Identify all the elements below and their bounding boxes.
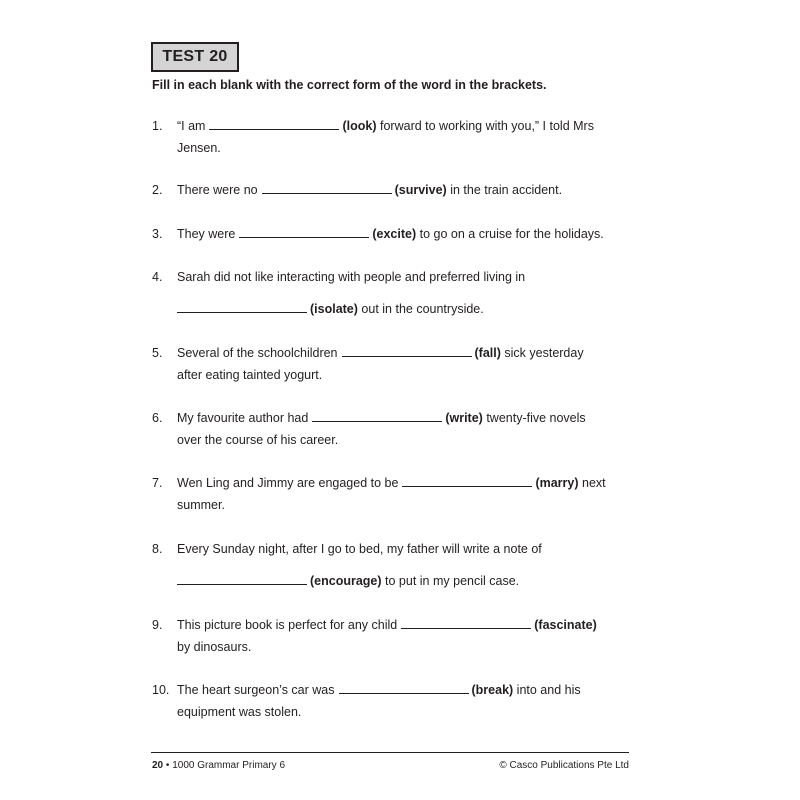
- word-hint: (look): [342, 119, 377, 133]
- question-5: [152, 342, 652, 386]
- question-text-post: next: [582, 476, 606, 490]
- book-title: 1000 Grammar Primary 6: [172, 760, 286, 771]
- question-number: 6.: [152, 411, 163, 425]
- question-8: [152, 538, 652, 592]
- answer-blank[interactable]: [177, 299, 307, 313]
- question-number: 2.: [152, 183, 163, 197]
- answer-blank[interactable]: [209, 116, 339, 130]
- question-text-pre: There were no: [177, 183, 258, 197]
- footer-book-info: [152, 760, 285, 771]
- question-9: [152, 614, 652, 658]
- question-text-continuation: after eating tainted yogurt.: [177, 368, 323, 382]
- question-text-post: sick yesterday: [504, 346, 584, 360]
- word-hint: (excite): [372, 227, 417, 241]
- question-6: [152, 407, 652, 451]
- question-text-line1: Every Sunday night, after I go to bed, my father will write a note of: [177, 542, 542, 556]
- word-hint: (write): [445, 411, 483, 425]
- question-number: 1.: [152, 119, 163, 133]
- question-line-2: [177, 570, 652, 592]
- answer-blank[interactable]: [177, 571, 307, 585]
- word-hint: (encourage): [310, 574, 382, 588]
- answer-blank[interactable]: [339, 680, 469, 694]
- question-text-pre: The heart surgeon’s car was: [177, 683, 335, 697]
- word-hint: (isolate): [310, 302, 358, 316]
- question-number: 3.: [152, 227, 163, 241]
- question-number: 4.: [152, 270, 163, 284]
- question-number: 9.: [152, 618, 163, 632]
- question-text-continuation: equipment was stolen.: [177, 705, 302, 719]
- question-text-post: into and his: [516, 683, 581, 697]
- question-number: 5.: [152, 346, 163, 360]
- question-7: [152, 472, 652, 516]
- test-title: TEST 20: [162, 48, 228, 65]
- question-3: [152, 223, 652, 245]
- question-line-2: [177, 298, 652, 320]
- question-4: [152, 266, 652, 320]
- answer-blank[interactable]: [342, 343, 472, 357]
- question-text-post: to put in my pencil case.: [385, 574, 520, 588]
- word-hint: (break): [471, 683, 514, 697]
- answer-blank[interactable]: [312, 408, 442, 422]
- question-text-pre: My favourite author had: [177, 411, 309, 425]
- question-text-pre: “I am: [177, 119, 206, 133]
- answer-blank[interactable]: [262, 180, 392, 194]
- question-text-continuation: summer.: [177, 498, 225, 512]
- answer-blank[interactable]: [402, 473, 532, 487]
- question-text-continuation: Jensen.: [177, 141, 221, 155]
- question-2: [152, 179, 652, 201]
- test-title-box: [151, 42, 239, 72]
- question-number: 8.: [152, 542, 163, 556]
- page-number: 20: [152, 760, 164, 771]
- question-text-post: twenty-five novels: [486, 411, 586, 425]
- footer-divider: [151, 752, 629, 753]
- question-text-pre: Wen Ling and Jimmy are engaged to be: [177, 476, 399, 490]
- question-text-post: in the train accident.: [450, 183, 563, 197]
- word-hint: (fascinate): [534, 618, 597, 632]
- question-text-pre: This picture book is perfect for any child: [177, 618, 398, 632]
- question-text-post: forward to working with you,” I told Mrs: [380, 119, 594, 133]
- question-text-post: to go on a cruise for the holidays.: [419, 227, 604, 241]
- question-number: 7.: [152, 476, 163, 490]
- question-number: 10.: [152, 683, 170, 697]
- instruction-text: Fill in each blank with the correct form of the word in the brackets.: [152, 78, 547, 92]
- question-text-pre: Several of the schoolchildren: [177, 346, 338, 360]
- question-1: [152, 115, 652, 159]
- question-text-continuation: over the course of his career.: [177, 433, 339, 447]
- copyright-notice: © Casco Publications Pte Ltd: [499, 760, 629, 771]
- answer-blank[interactable]: [401, 615, 531, 629]
- question-text-pre: They were: [177, 227, 236, 241]
- question-10: [152, 679, 652, 723]
- question-text-continuation: by dinosaurs.: [177, 640, 252, 654]
- answer-blank[interactable]: [239, 224, 369, 238]
- footer-bullet: •: [165, 760, 170, 771]
- word-hint: (marry): [535, 476, 579, 490]
- question-text-post: out in the countryside.: [361, 302, 484, 316]
- question-text-line1: Sarah did not like interacting with people and preferred living in: [177, 270, 526, 284]
- word-hint: (survive): [394, 183, 447, 197]
- word-hint: (fall): [474, 346, 501, 360]
